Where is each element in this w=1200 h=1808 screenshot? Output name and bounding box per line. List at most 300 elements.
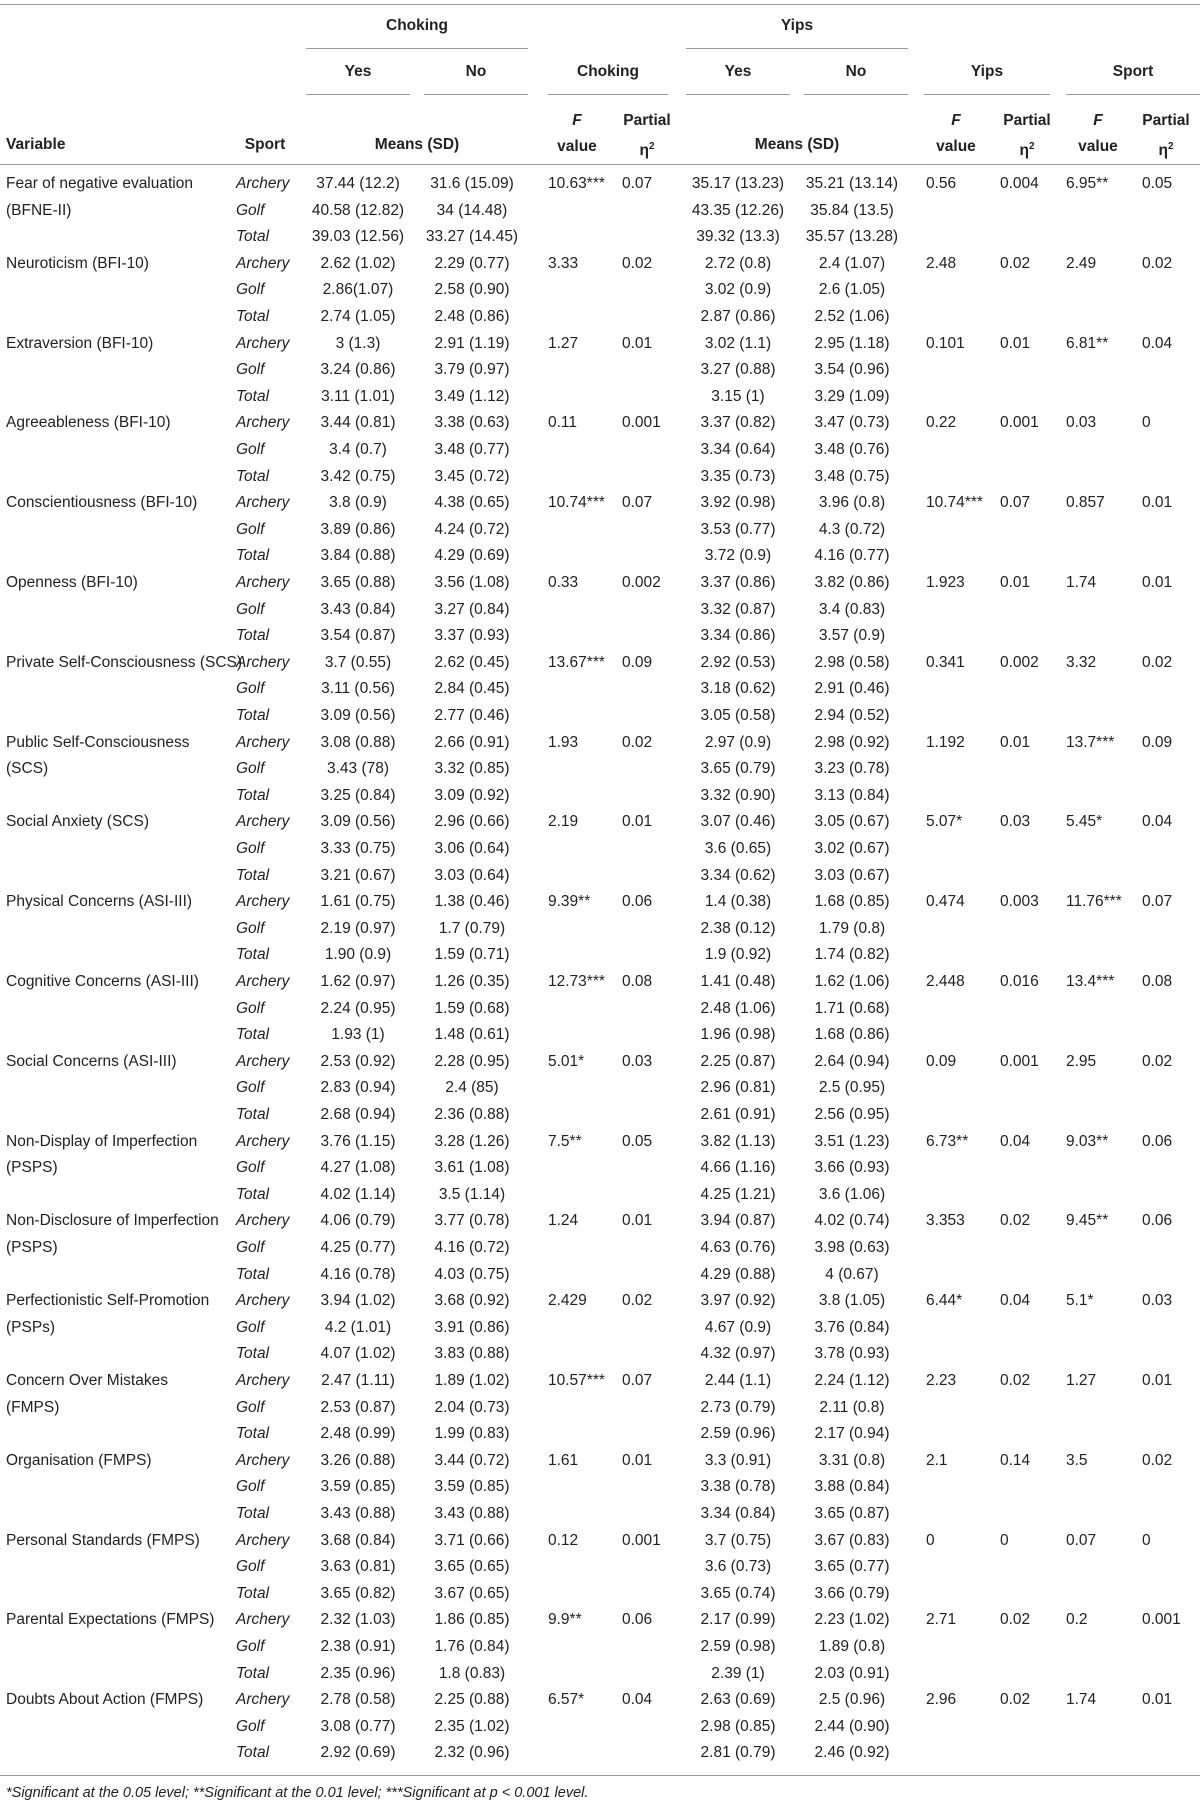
choking-no-cell: 2.96 (0.66) bbox=[434, 813, 510, 831]
choking-yes-cell: 4.02 (1.14) bbox=[320, 1185, 396, 1203]
table-row bbox=[0, 225, 1200, 251]
sport-eta-cell: 0.06 bbox=[1142, 1132, 1173, 1150]
yips-eta-cell: 0.14 bbox=[1000, 1451, 1031, 1469]
choking-f-cell: 2.429 bbox=[548, 1292, 587, 1310]
choking-yes-cell: 3.09 (0.56) bbox=[320, 707, 396, 724]
yips-yes-cell: 3.34 (0.64) bbox=[700, 441, 776, 458]
yips-f-cell: 0.341 bbox=[926, 653, 965, 671]
f-label: F bbox=[951, 112, 961, 129]
yips-yes-cell: 3.72 (0.9) bbox=[704, 547, 772, 565]
table-row bbox=[0, 1316, 1200, 1342]
choking-yes-cell: 2.74 (1.05) bbox=[320, 308, 396, 325]
choking-no-cell: 1.7 (0.79) bbox=[438, 919, 506, 937]
sport-f-cell: 0.03 bbox=[1066, 414, 1097, 432]
yips-eta-cell: 0.02 bbox=[1000, 254, 1031, 272]
yips-no-cell: 2.95 (1.18) bbox=[814, 334, 890, 352]
table-row bbox=[0, 491, 1200, 517]
variable-cell: Public Self-Consciousness bbox=[6, 733, 190, 751]
sport-cell: Archery bbox=[236, 175, 290, 192]
sport-cell: Golf bbox=[236, 760, 265, 778]
choking-yes-cell: 3.09 (0.56) bbox=[320, 813, 396, 831]
choking-f-cell: 9.9** bbox=[548, 1611, 582, 1629]
sport-f-cell: 3.32 bbox=[1066, 653, 1097, 671]
yips-yes-cell: 3.34 (0.62) bbox=[700, 866, 776, 884]
sport-cell: Golf bbox=[236, 840, 265, 857]
sport-eta-cell: 0 bbox=[1142, 414, 1151, 432]
table-row bbox=[0, 1130, 1200, 1156]
table-row bbox=[0, 1236, 1200, 1262]
yips-yes-cell: 3.6 (0.65) bbox=[704, 840, 772, 857]
sport-cell: Archery bbox=[236, 1372, 290, 1389]
sport-cell: Total bbox=[236, 1265, 270, 1283]
table-row bbox=[0, 358, 1200, 384]
choking-no-cell: 3.37 (0.93) bbox=[434, 627, 510, 645]
yips-f-cell: 5.07* bbox=[926, 813, 963, 831]
choking-no-cell: 3.43 (0.88) bbox=[434, 1505, 510, 1522]
choking-no-cell: 31.6 (15.09) bbox=[430, 175, 514, 192]
choking-yes-rule bbox=[306, 94, 410, 95]
variable-cell: Neuroticism (BFI-10) bbox=[6, 254, 149, 272]
sport-cell: Total bbox=[236, 1345, 270, 1363]
choking-yes-cell: 2.92 (0.69) bbox=[320, 1744, 396, 1762]
choking-yes-cell: 3.24 (0.86) bbox=[320, 361, 396, 379]
choking-yes-cell: 1.90 (0.9) bbox=[324, 946, 392, 964]
yips-no-cell: 3.98 (0.63) bbox=[814, 1239, 890, 1256]
yips-no-cell: 2.6 (1.05) bbox=[818, 281, 886, 299]
variable-cell: (PSPS) bbox=[6, 1159, 58, 1177]
yips-no-cell: 2.24 (1.12) bbox=[814, 1372, 890, 1389]
variable-cell: Perfectionistic Self-Promotion bbox=[6, 1292, 210, 1310]
yips-no-cell: 3.82 (0.86) bbox=[814, 574, 890, 591]
table-row bbox=[0, 332, 1200, 358]
choking-yes-cell: 3.8 (0.9) bbox=[329, 494, 387, 512]
sport-f-cell: 5.45* bbox=[1066, 813, 1103, 831]
table-row bbox=[0, 172, 1200, 198]
yips-f-header: Yips bbox=[970, 63, 1004, 80]
yips-yes-cell: 3.65 (0.74) bbox=[700, 1584, 776, 1602]
choking-f-cell: 3.33 bbox=[548, 254, 579, 272]
yips-no-cell: 2.44 (0.90) bbox=[814, 1717, 890, 1735]
yips-no-cell: 2.17 (0.94) bbox=[814, 1425, 890, 1443]
sport-f-value-header bbox=[1066, 108, 1130, 160]
choking-no-cell: 2.29 (0.77) bbox=[434, 254, 510, 272]
yips-no-cell: 3.47 (0.73) bbox=[814, 414, 890, 432]
yips-yes-cell: 3.7 (0.75) bbox=[704, 1531, 772, 1549]
sport-cell: Archery bbox=[236, 653, 290, 671]
yips-no-cell: 3.57 (0.9) bbox=[818, 627, 886, 645]
yips-group-header: Yips bbox=[780, 17, 814, 34]
sport-eta-cell: 0.02 bbox=[1142, 1052, 1173, 1070]
choking-eta-cell: 0.03 bbox=[622, 1052, 653, 1070]
footnote: *Significant at the 0.05 level; **Significant at the 0.01 level; ***Significant at p < 0.001 level. bbox=[6, 1785, 589, 1801]
sport-cell: Total bbox=[236, 866, 270, 884]
choking-no-cell: 4.24 (0.72) bbox=[434, 520, 510, 538]
table-row bbox=[0, 1662, 1200, 1688]
table-row bbox=[0, 1502, 1200, 1528]
table-row bbox=[0, 438, 1200, 464]
yips-yes-cell: 3.97 (0.92) bbox=[700, 1292, 776, 1310]
table-row bbox=[0, 1263, 1200, 1289]
choking-yes-cell: 4.27 (1.08) bbox=[320, 1159, 396, 1177]
sport-f-cell: 1.74 bbox=[1066, 1691, 1097, 1709]
choking-no-cell: 3.48 (0.77) bbox=[434, 441, 510, 458]
yips-yes-cell: 35.17 (13.23) bbox=[691, 175, 785, 192]
yips-eta-cell: 0.01 bbox=[1000, 334, 1031, 352]
table-row bbox=[0, 1156, 1200, 1182]
sport-eta-cell: 0.09 bbox=[1142, 733, 1173, 751]
yips-f-cell: 0.474 bbox=[926, 893, 965, 911]
choking-no-cell: 3.71 (0.66) bbox=[434, 1531, 510, 1549]
choking-yes-cell: 1.62 (0.97) bbox=[320, 973, 396, 990]
variable-header: Variable bbox=[6, 136, 66, 153]
sport-cell: Total bbox=[236, 1425, 270, 1443]
sport-f-cell: 0.2 bbox=[1066, 1611, 1088, 1629]
yips-no-cell: 2.5 (0.96) bbox=[818, 1691, 886, 1709]
choking-f-cell: 5.01* bbox=[548, 1052, 585, 1070]
yips-yes-cell: 2.81 (0.79) bbox=[700, 1744, 776, 1762]
yips-eta-cell: 0.001 bbox=[1000, 1052, 1039, 1070]
table-row bbox=[0, 624, 1200, 650]
yips-yes-cell: 3.34 (0.86) bbox=[700, 627, 776, 645]
table-row bbox=[0, 1635, 1200, 1661]
yips-yes-cell: 3.15 (1) bbox=[711, 387, 765, 405]
choking-no-cell: 3.06 (0.64) bbox=[434, 840, 510, 857]
yips-no-cell: 3.03 (0.67) bbox=[814, 866, 890, 884]
yips-yes-header: Yes bbox=[724, 63, 752, 80]
choking-eta-cell: 0.001 bbox=[622, 1531, 661, 1549]
yips-f-cell: 2.71 bbox=[926, 1611, 957, 1629]
eta-label: η bbox=[1158, 142, 1168, 160]
choking-yes-cell: 3.59 (0.85) bbox=[320, 1478, 396, 1496]
sport-f-header: Sport bbox=[1112, 63, 1154, 80]
choking-yes-cell: 2.35 (0.96) bbox=[320, 1664, 396, 1682]
choking-eta-cell: 0.06 bbox=[622, 893, 653, 911]
choking-yes-cell: 3.44 (0.81) bbox=[320, 414, 396, 432]
variable-cell: Agreeableness (BFI-10) bbox=[6, 414, 171, 432]
variable-cell: (SCS) bbox=[6, 760, 49, 778]
choking-f-cell: 2.19 bbox=[548, 813, 579, 831]
variable-cell: Fear of negative evaluation bbox=[6, 175, 193, 192]
choking-no-cell: 2.36 (0.88) bbox=[434, 1106, 510, 1123]
sport-cell: Golf bbox=[236, 201, 265, 219]
choking-f-value-header bbox=[548, 108, 606, 160]
sport-eta-cell: 0.04 bbox=[1142, 334, 1173, 352]
yips-f-cell: 0.09 bbox=[926, 1052, 957, 1070]
sport-cell: Total bbox=[236, 228, 270, 246]
sport-f-cell: 1.74 bbox=[1066, 574, 1097, 591]
sport-cell: Archery bbox=[236, 334, 290, 352]
yips-no-cell: 3.51 (1.23) bbox=[814, 1132, 890, 1150]
variable-cell: Private Self-Consciousness (SCS) bbox=[6, 653, 243, 671]
sport-eta-cell: 0.07 bbox=[1142, 893, 1173, 911]
sport-cell: Golf bbox=[236, 1318, 265, 1336]
choking-group-rule bbox=[306, 48, 528, 49]
yips-no-cell: 3.66 (0.93) bbox=[814, 1159, 890, 1177]
table-row bbox=[0, 1183, 1200, 1209]
sport-eta-cell: 0.001 bbox=[1142, 1611, 1181, 1629]
sport-cell: Archery bbox=[236, 574, 290, 591]
sport-f-cell: 2.49 bbox=[1066, 254, 1097, 272]
table-row bbox=[0, 784, 1200, 810]
choking-yes-cell: 2.38 (0.91) bbox=[320, 1638, 396, 1655]
yips-no-cell: 3.96 (0.8) bbox=[818, 494, 886, 512]
yips-no-cell: 3.54 (0.96) bbox=[814, 361, 890, 379]
sport-f-cell: 3.5 bbox=[1066, 1451, 1088, 1469]
choking-no-cell: 3.56 (1.08) bbox=[434, 574, 510, 591]
yips-yes-cell: 3.37 (0.82) bbox=[700, 414, 776, 432]
sport-cell: Golf bbox=[236, 919, 265, 937]
table-row bbox=[0, 518, 1200, 544]
table-row bbox=[0, 1608, 1200, 1634]
yips-no-cell: 4 (0.67) bbox=[825, 1265, 879, 1283]
yips-yes-cell: 2.25 (0.87) bbox=[700, 1052, 776, 1070]
choking-yes-cell: 3.43 (0.84) bbox=[320, 600, 396, 618]
yips-no-cell: 35.21 (13.14) bbox=[805, 175, 899, 192]
yips-eta-cell: 0.02 bbox=[1000, 1212, 1031, 1230]
yips-no-cell: 1.79 (0.8) bbox=[818, 919, 886, 937]
choking-eta-cell: 0.01 bbox=[622, 1451, 653, 1469]
yips-f-cell: 3.353 bbox=[926, 1212, 965, 1230]
table-row bbox=[0, 864, 1200, 890]
value-label: value bbox=[936, 138, 976, 155]
choking-no-header: No bbox=[465, 63, 487, 80]
sport-eta-cell: 0.01 bbox=[1142, 574, 1173, 591]
yips-yes-cell: 1.9 (0.92) bbox=[704, 946, 772, 964]
variable-cell: Social Anxiety (SCS) bbox=[6, 813, 149, 831]
yips-yes-cell: 3.82 (1.13) bbox=[700, 1132, 776, 1150]
choking-yes-cell: 3.08 (0.88) bbox=[320, 733, 396, 751]
choking-eta-cell: 0.001 bbox=[622, 414, 661, 432]
yips-yes-cell: 3.38 (0.78) bbox=[700, 1478, 776, 1496]
yips-no-cell: 3.88 (0.84) bbox=[814, 1478, 890, 1496]
choking-yes-cell: 3.65 (0.88) bbox=[320, 574, 396, 591]
yips-no-cell: 4.3 (0.72) bbox=[818, 520, 886, 538]
choking-yes-cell: 4.07 (1.02) bbox=[320, 1345, 396, 1363]
choking-f-cell: 1.61 bbox=[548, 1451, 579, 1469]
choking-eta-cell: 0.02 bbox=[622, 733, 653, 751]
sport-cell: Golf bbox=[236, 1717, 265, 1735]
yips-no-cell: 3.66 (0.79) bbox=[814, 1584, 890, 1602]
table-row bbox=[0, 598, 1200, 624]
sport-cell: Golf bbox=[236, 520, 265, 538]
choking-no-cell: 3.59 (0.85) bbox=[434, 1478, 510, 1496]
yips-no-cell: 3.31 (0.8) bbox=[818, 1451, 886, 1469]
sport-f-cell: 9.03** bbox=[1066, 1132, 1109, 1150]
table-row bbox=[0, 1369, 1200, 1395]
choking-yes-cell: 2.19 (0.97) bbox=[320, 919, 396, 937]
yips-no-cell: 1.89 (0.8) bbox=[818, 1638, 886, 1655]
choking-f-cell: 6.57* bbox=[548, 1691, 585, 1709]
choking-yes-cell: 37.44 (12.2) bbox=[316, 175, 400, 192]
yips-eta-cell: 0.002 bbox=[1000, 653, 1039, 671]
sport-f-cell: 1.27 bbox=[1066, 1372, 1097, 1389]
choking-yes-cell: 3.7 (0.55) bbox=[324, 653, 392, 671]
yips-f-cell: 2.23 bbox=[926, 1372, 957, 1389]
table-row bbox=[0, 1076, 1200, 1102]
choking-eta-cell: 0.002 bbox=[622, 574, 661, 591]
yips-f-cell: 2.48 bbox=[926, 254, 957, 272]
yips-no-cell: 1.68 (0.85) bbox=[814, 893, 890, 911]
choking-yes-cell: 1.61 (0.75) bbox=[320, 893, 396, 911]
yips-yes-cell: 2.63 (0.69) bbox=[700, 1691, 776, 1709]
yips-yes-cell: 43.35 (12.26) bbox=[691, 201, 785, 219]
choking-yes-cell: 2.53 (0.92) bbox=[320, 1052, 396, 1070]
table-row bbox=[0, 1715, 1200, 1741]
choking-yes-cell: 2.48 (0.99) bbox=[320, 1425, 396, 1443]
choking-no-cell: 1.26 (0.35) bbox=[434, 973, 510, 990]
choking-no-cell: 2.35 (1.02) bbox=[434, 1717, 510, 1735]
table-row bbox=[0, 1582, 1200, 1608]
sport-cell: Archery bbox=[236, 733, 290, 751]
table-row bbox=[0, 917, 1200, 943]
yips-no-cell: 2.23 (1.02) bbox=[814, 1611, 890, 1629]
yips-no-cell: 35.84 (13.5) bbox=[810, 201, 894, 219]
choking-f-cell: 10.63*** bbox=[548, 175, 605, 192]
sport-f-cell: 6.95** bbox=[1066, 175, 1109, 192]
yips-yes-cell: 1.41 (0.48) bbox=[700, 973, 776, 990]
yips-no-cell: 3.13 (0.84) bbox=[814, 786, 890, 804]
yips-f-cell: 2.448 bbox=[926, 973, 965, 990]
choking-no-cell: 3.83 (0.88) bbox=[434, 1345, 510, 1363]
choking-eta-cell: 0.04 bbox=[622, 1691, 653, 1709]
yips-no-cell: 35.57 (13.28) bbox=[805, 228, 899, 246]
yips-no-cell: 2.98 (0.58) bbox=[814, 653, 890, 671]
yips-yes-cell: 2.92 (0.53) bbox=[700, 653, 776, 671]
yips-means-header: Means (SD) bbox=[754, 136, 840, 153]
table-row bbox=[0, 1103, 1200, 1129]
choking-yes-cell: 3.42 (0.75) bbox=[320, 467, 396, 485]
choking-no-cell: 1.59 (0.71) bbox=[434, 946, 510, 964]
yips-yes-cell: 2.59 (0.96) bbox=[700, 1425, 776, 1443]
choking-no-cell: 34 (14.48) bbox=[436, 201, 508, 219]
choking-no-cell: 2.84 (0.45) bbox=[434, 680, 510, 698]
eta-exponent: 2 bbox=[648, 141, 655, 152]
table-row bbox=[0, 571, 1200, 597]
yips-yes-cell: 2.96 (0.81) bbox=[700, 1079, 776, 1097]
partial-label: Partial bbox=[1142, 112, 1190, 129]
table-row bbox=[0, 837, 1200, 863]
variable-cell: Parental Expectations (FMPS) bbox=[6, 1611, 215, 1629]
yips-eta-cell: 0.04 bbox=[1000, 1292, 1031, 1310]
variable-cell: (BFNE-II) bbox=[6, 201, 72, 219]
choking-no-cell: 3.65 (0.65) bbox=[434, 1558, 510, 1576]
sport-cell: Total bbox=[236, 1106, 270, 1123]
yips-no-cell: 3.65 (0.87) bbox=[814, 1505, 890, 1522]
table-row bbox=[0, 1050, 1200, 1076]
choking-no-cell: 3.61 (1.08) bbox=[434, 1159, 510, 1177]
eta-label: η bbox=[639, 142, 649, 160]
choking-no-cell: 3.45 (0.72) bbox=[434, 467, 510, 485]
variable-cell: (PSPS) bbox=[6, 1239, 58, 1256]
sport-cell: Archery bbox=[236, 1292, 290, 1310]
choking-eta-cell: 0.01 bbox=[622, 1212, 653, 1230]
sport-eta-cell: 0.08 bbox=[1142, 973, 1173, 990]
yips-no-cell: 2.94 (0.52) bbox=[814, 707, 890, 724]
yips-f-cell: 0.101 bbox=[926, 334, 965, 352]
sport-f-cell: 9.45** bbox=[1066, 1212, 1109, 1230]
variable-cell: Concern Over Mistakes bbox=[6, 1372, 168, 1389]
choking-no-cell: 2.4 (85) bbox=[445, 1079, 499, 1097]
choking-yes-cell: 2.53 (0.87) bbox=[320, 1398, 396, 1416]
choking-f-cell: 1.93 bbox=[548, 733, 579, 751]
yips-no-cell: 3.78 (0.93) bbox=[814, 1345, 890, 1363]
choking-no-cell: 3.44 (0.72) bbox=[434, 1451, 510, 1469]
choking-means-header: Means (SD) bbox=[374, 136, 460, 153]
yips-f-cell: 10.74*** bbox=[926, 494, 983, 512]
choking-yes-cell: 3.21 (0.67) bbox=[320, 866, 396, 884]
choking-yes-cell: 2.62 (1.02) bbox=[320, 254, 396, 272]
table-row bbox=[0, 199, 1200, 225]
choking-yes-cell: 2.24 (0.95) bbox=[320, 999, 396, 1017]
sport-cell: Archery bbox=[236, 1611, 290, 1629]
yips-no-cell: 2.91 (0.46) bbox=[814, 680, 890, 698]
sport-eta-cell: 0.04 bbox=[1142, 813, 1173, 831]
choking-no-cell: 1.99 (0.83) bbox=[434, 1425, 510, 1443]
choking-no-cell: 1.89 (1.02) bbox=[434, 1372, 510, 1389]
yips-no-cell: 2.03 (0.91) bbox=[814, 1664, 890, 1682]
choking-no-cell: 1.76 (0.84) bbox=[434, 1638, 510, 1655]
choking-group-header: Choking bbox=[386, 17, 448, 34]
yips-no-cell: 2.11 (0.8) bbox=[819, 1398, 885, 1416]
sport-cell: Golf bbox=[236, 1478, 265, 1496]
f-label: F bbox=[572, 112, 582, 129]
yips-no-cell: 3.4 (0.83) bbox=[818, 600, 886, 618]
yips-yes-cell: 3.02 (0.9) bbox=[704, 281, 772, 299]
yips-no-cell: 1.71 (0.68) bbox=[814, 999, 890, 1017]
choking-no-cell: 3.68 (0.92) bbox=[434, 1292, 510, 1310]
choking-f-cell: 9.39** bbox=[548, 893, 591, 911]
sport-cell: Total bbox=[236, 1744, 270, 1762]
choking-yes-cell: 3 (1.3) bbox=[335, 334, 381, 352]
variable-cell: Conscientiousness (BFI-10) bbox=[6, 494, 198, 512]
yips-yes-cell: 3.92 (0.98) bbox=[700, 494, 776, 512]
sport-cell: Golf bbox=[236, 1159, 265, 1177]
choking-eta-cell: 0.07 bbox=[622, 1372, 653, 1389]
yips-no-cell: 2.56 (0.95) bbox=[814, 1106, 890, 1123]
choking-no-cell: 2.77 (0.46) bbox=[434, 707, 510, 724]
choking-no-cell: 1.8 (0.83) bbox=[438, 1664, 506, 1682]
sport-eta-cell: 0.01 bbox=[1142, 1691, 1173, 1709]
table-row bbox=[0, 890, 1200, 916]
choking-no-cell: 3.38 (0.63) bbox=[434, 414, 510, 432]
yips-f-cell: 6.73** bbox=[926, 1132, 969, 1150]
yips-yes-cell: 3.02 (1.1) bbox=[704, 334, 772, 352]
choking-yes-cell: 3.25 (0.84) bbox=[320, 786, 396, 804]
yips-yes-cell: 2.17 (0.99) bbox=[700, 1611, 776, 1629]
choking-no-cell: 4.16 (0.72) bbox=[434, 1239, 510, 1256]
table-row bbox=[0, 943, 1200, 969]
sport-cell: Golf bbox=[236, 1079, 265, 1097]
yips-eta-cell: 0.07 bbox=[1000, 494, 1031, 512]
yips-yes-cell: 3.3 (0.91) bbox=[704, 1451, 772, 1469]
yips-eta-cell: 0.02 bbox=[1000, 1691, 1031, 1709]
yips-no-cell: 2.52 (1.06) bbox=[814, 308, 890, 325]
yips-no-cell: 1.62 (1.06) bbox=[814, 973, 890, 990]
yips-yes-cell: 2.44 (1.1) bbox=[704, 1372, 772, 1389]
sport-eta-cell: 0.03 bbox=[1142, 1292, 1173, 1310]
choking-eta-cell: 0.01 bbox=[622, 813, 653, 831]
yips-yes-cell: 2.72 (0.8) bbox=[704, 254, 772, 272]
sport-cell: Golf bbox=[236, 361, 265, 379]
choking-yes-cell: 2.47 (1.11) bbox=[321, 1372, 395, 1389]
yips-yes-cell: 3.37 (0.86) bbox=[700, 574, 776, 591]
sport-cell: Golf bbox=[236, 680, 265, 698]
yips-no-cell: 2.4 (1.07) bbox=[818, 254, 886, 272]
choking-f-rule bbox=[548, 94, 668, 95]
yips-no-cell: 3.05 (0.67) bbox=[814, 813, 890, 831]
yips-no-cell: 3.23 (0.78) bbox=[814, 760, 890, 778]
choking-yes-cell: 4.2 (1.01) bbox=[324, 1318, 392, 1336]
